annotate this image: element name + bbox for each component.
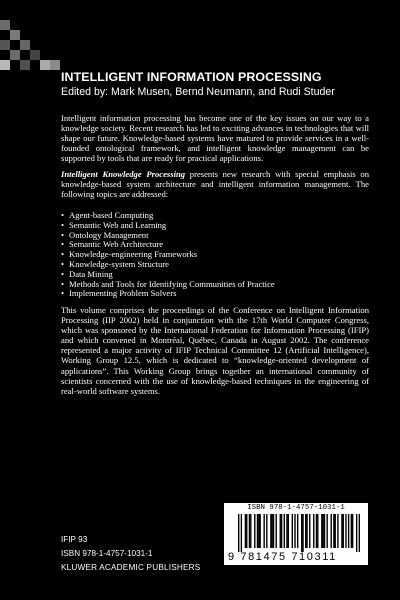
- barcode-bar: [258, 514, 259, 548]
- intro-paragraph: Intelligent information processing has become one of the key issues on our way to a knowledge society. Recent research has led to exciting advances in technologies that will shape our future. Knowledge-based systems have matured to provide services in a well-founded ontological framework, and intelligent knowledge management can be supported by tools that are ready for practical applications.: [61, 113, 369, 164]
- decor-square: [10, 30, 20, 40]
- barcode-bar: [302, 514, 303, 552]
- barcode-bar: [356, 514, 357, 552]
- topics-list: [61, 211, 275, 299]
- list-item: • Ontology Management: [61, 231, 275, 241]
- series-number: IFIP 93: [61, 535, 88, 544]
- decor-square: [0, 60, 10, 70]
- list-item: • Implementing Problem Solvers: [61, 289, 275, 299]
- barcode-digits: 9 781475 710311: [228, 551, 337, 563]
- barcode-bar: [317, 514, 318, 548]
- barcode-bar: [250, 514, 251, 548]
- barcode-bar: [284, 514, 285, 548]
- barcode-bar: [333, 514, 334, 548]
- barcode-bar: [322, 514, 323, 548]
- barcode-bar: [337, 514, 338, 548]
- barcode-isbn-label: ISBN 978-1-4757-1031-1: [247, 504, 345, 512]
- barcode-bar: [273, 514, 274, 548]
- barcode-bar: [343, 514, 344, 548]
- barcode-bar: [306, 514, 307, 548]
- barcode-bar: [281, 514, 282, 548]
- barcode-bar: [276, 514, 277, 548]
- barcode-bar: [259, 514, 260, 548]
- barcode-bar: [246, 514, 247, 548]
- list-item: • Agent-based Computing: [61, 211, 275, 221]
- barcode-bar: [263, 514, 264, 548]
- barcode-bar: [266, 514, 267, 548]
- list-item: • Methods and Tools for Identifying Communities of Practice: [61, 280, 275, 290]
- barcode-bar: [331, 514, 332, 548]
- isbn-text: ISBN 978-1-4757-1031-1: [61, 549, 153, 558]
- emphasis-paragraph: [61, 169, 369, 199]
- barcode-bar: [351, 514, 352, 548]
- barcode-bar: [288, 514, 289, 548]
- barcode-bar: [316, 514, 317, 548]
- barcode-bar: [257, 514, 258, 548]
- barcode-bar: [270, 514, 271, 548]
- list-item: • Knowledge-engineering Frameworks: [61, 250, 275, 260]
- decor-square: [50, 60, 60, 70]
- decor-square: [0, 20, 10, 30]
- emphasis-text: presents new research with special emphasis on knowledge-based system architecture and intelligent information management. The following topics are addressed:: [61, 169, 369, 200]
- decor-square: [20, 60, 30, 70]
- decorative-squares: [0, 0, 60, 70]
- decor-square: [40, 60, 50, 70]
- barcode-bar: [280, 514, 281, 548]
- barcode-bar: [348, 514, 349, 548]
- barcode-bar: [292, 514, 293, 548]
- barcode-bar: [313, 514, 314, 548]
- list-item: • Knowledge-system Structure: [61, 260, 275, 270]
- book-editors: Edited by: Mark Musen, Bernd Neumann, and Rudi Studer: [61, 86, 335, 98]
- decor-square: [20, 40, 30, 50]
- barcode-bar: [286, 514, 287, 548]
- barcode-bar: [341, 514, 342, 548]
- publisher-name: KLUWER ACADEMIC PUBLISHERS: [61, 563, 201, 572]
- barcode-bar: [335, 514, 336, 548]
- barcode-bar: [294, 514, 295, 548]
- barcode-bar: [345, 514, 346, 548]
- barcode-bar: [297, 514, 298, 548]
- barcode-bars: [238, 514, 360, 552]
- barcode-bar: [249, 514, 250, 548]
- book-title: INTELLIGENT INFORMATION PROCESSING: [61, 70, 322, 84]
- barcode-bar: [324, 514, 325, 548]
- barcode-bar: [301, 514, 302, 552]
- barcode-bar: [309, 514, 310, 548]
- barcode-bar: [305, 514, 306, 548]
- barcode-bar: [238, 514, 239, 552]
- volume-paragraph: This volume comprises the proceedings of the Conference on Intelligent Information Processing (IIP 2002) held in conjunction with the 17th World Computer Congress, which was sponsored by the International Federation for Information Processing (IFIP) and which convened in Montréal, Québec, Canada in August 2002. The conference represented a major activity of IFIP Technical Committee 12 (Artificial Intelligence), Working Group 12.5, which is dedicated to “knowledge-oriented development of applications”. This Working Group brings together an international community of scientists concerned with the use of knowledge-based techniques in the engineering of real-world software systems.: [61, 305, 369, 396]
- barcode-bar: [352, 514, 353, 548]
- barcode-bar: [241, 514, 242, 552]
- decor-square: [30, 50, 40, 60]
- list-item: • Semantic Web Architecture: [61, 240, 275, 250]
- barcode-bar: [321, 514, 322, 548]
- barcode-bar: [359, 514, 360, 552]
- barcode-bar: [245, 514, 246, 548]
- barcode: [224, 503, 368, 565]
- barcode-bar: [254, 514, 255, 548]
- barcode-bar: [326, 514, 327, 548]
- list-item: • Semantic Web and Learning: [61, 221, 275, 231]
- emphasis-title: Intelligent Knowledge Processing: [61, 169, 186, 179]
- decor-square: [10, 50, 20, 60]
- barcode-bar: [272, 514, 273, 548]
- decor-square: [0, 40, 10, 50]
- list-item: • Data Mining: [61, 270, 275, 280]
